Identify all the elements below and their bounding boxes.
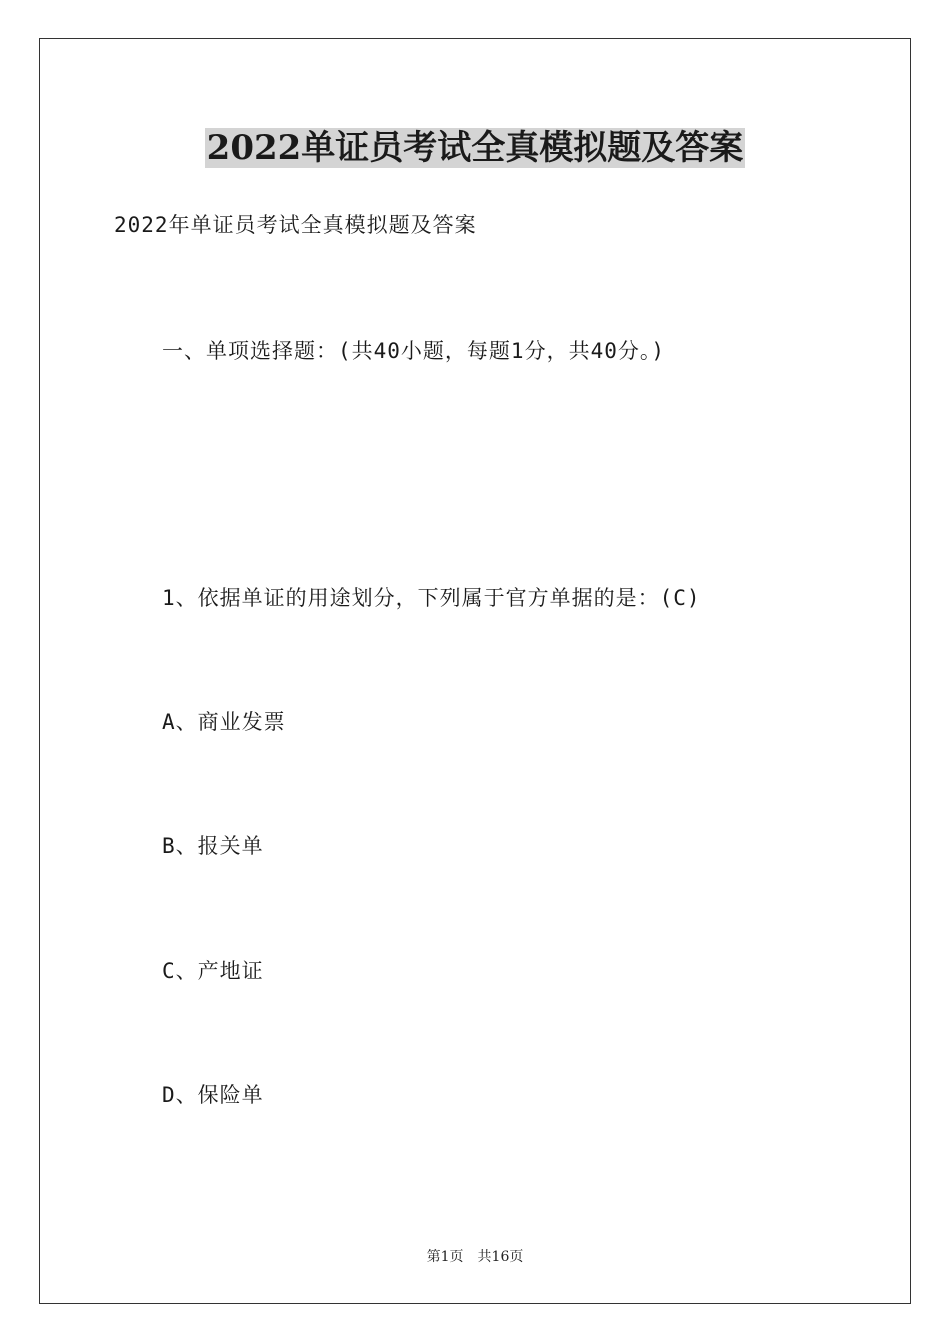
question-1-option-b: B、报关单 [162, 834, 264, 858]
document-title-text: 2022单证员考试全真模拟题及答案 [206, 128, 744, 168]
section-heading: 一、单项选择题：(共40小题，每题1分，共40分。) [162, 339, 665, 363]
page-footer: 第1页 共16页 [426, 1249, 524, 1265]
document-subtitle: 2022年单证员考试全真模拟题及答案 [114, 213, 477, 237]
question-1-option-c: C、产地证 [162, 959, 264, 983]
document-title [0, 126, 950, 170]
question-1-text: 1、依据单证的用途划分，下列属于官方单据的是：(C) [162, 586, 701, 610]
question-1-option-d: D、保险单 [162, 1083, 264, 1107]
question-1-option-a: A、商业发票 [162, 710, 286, 734]
